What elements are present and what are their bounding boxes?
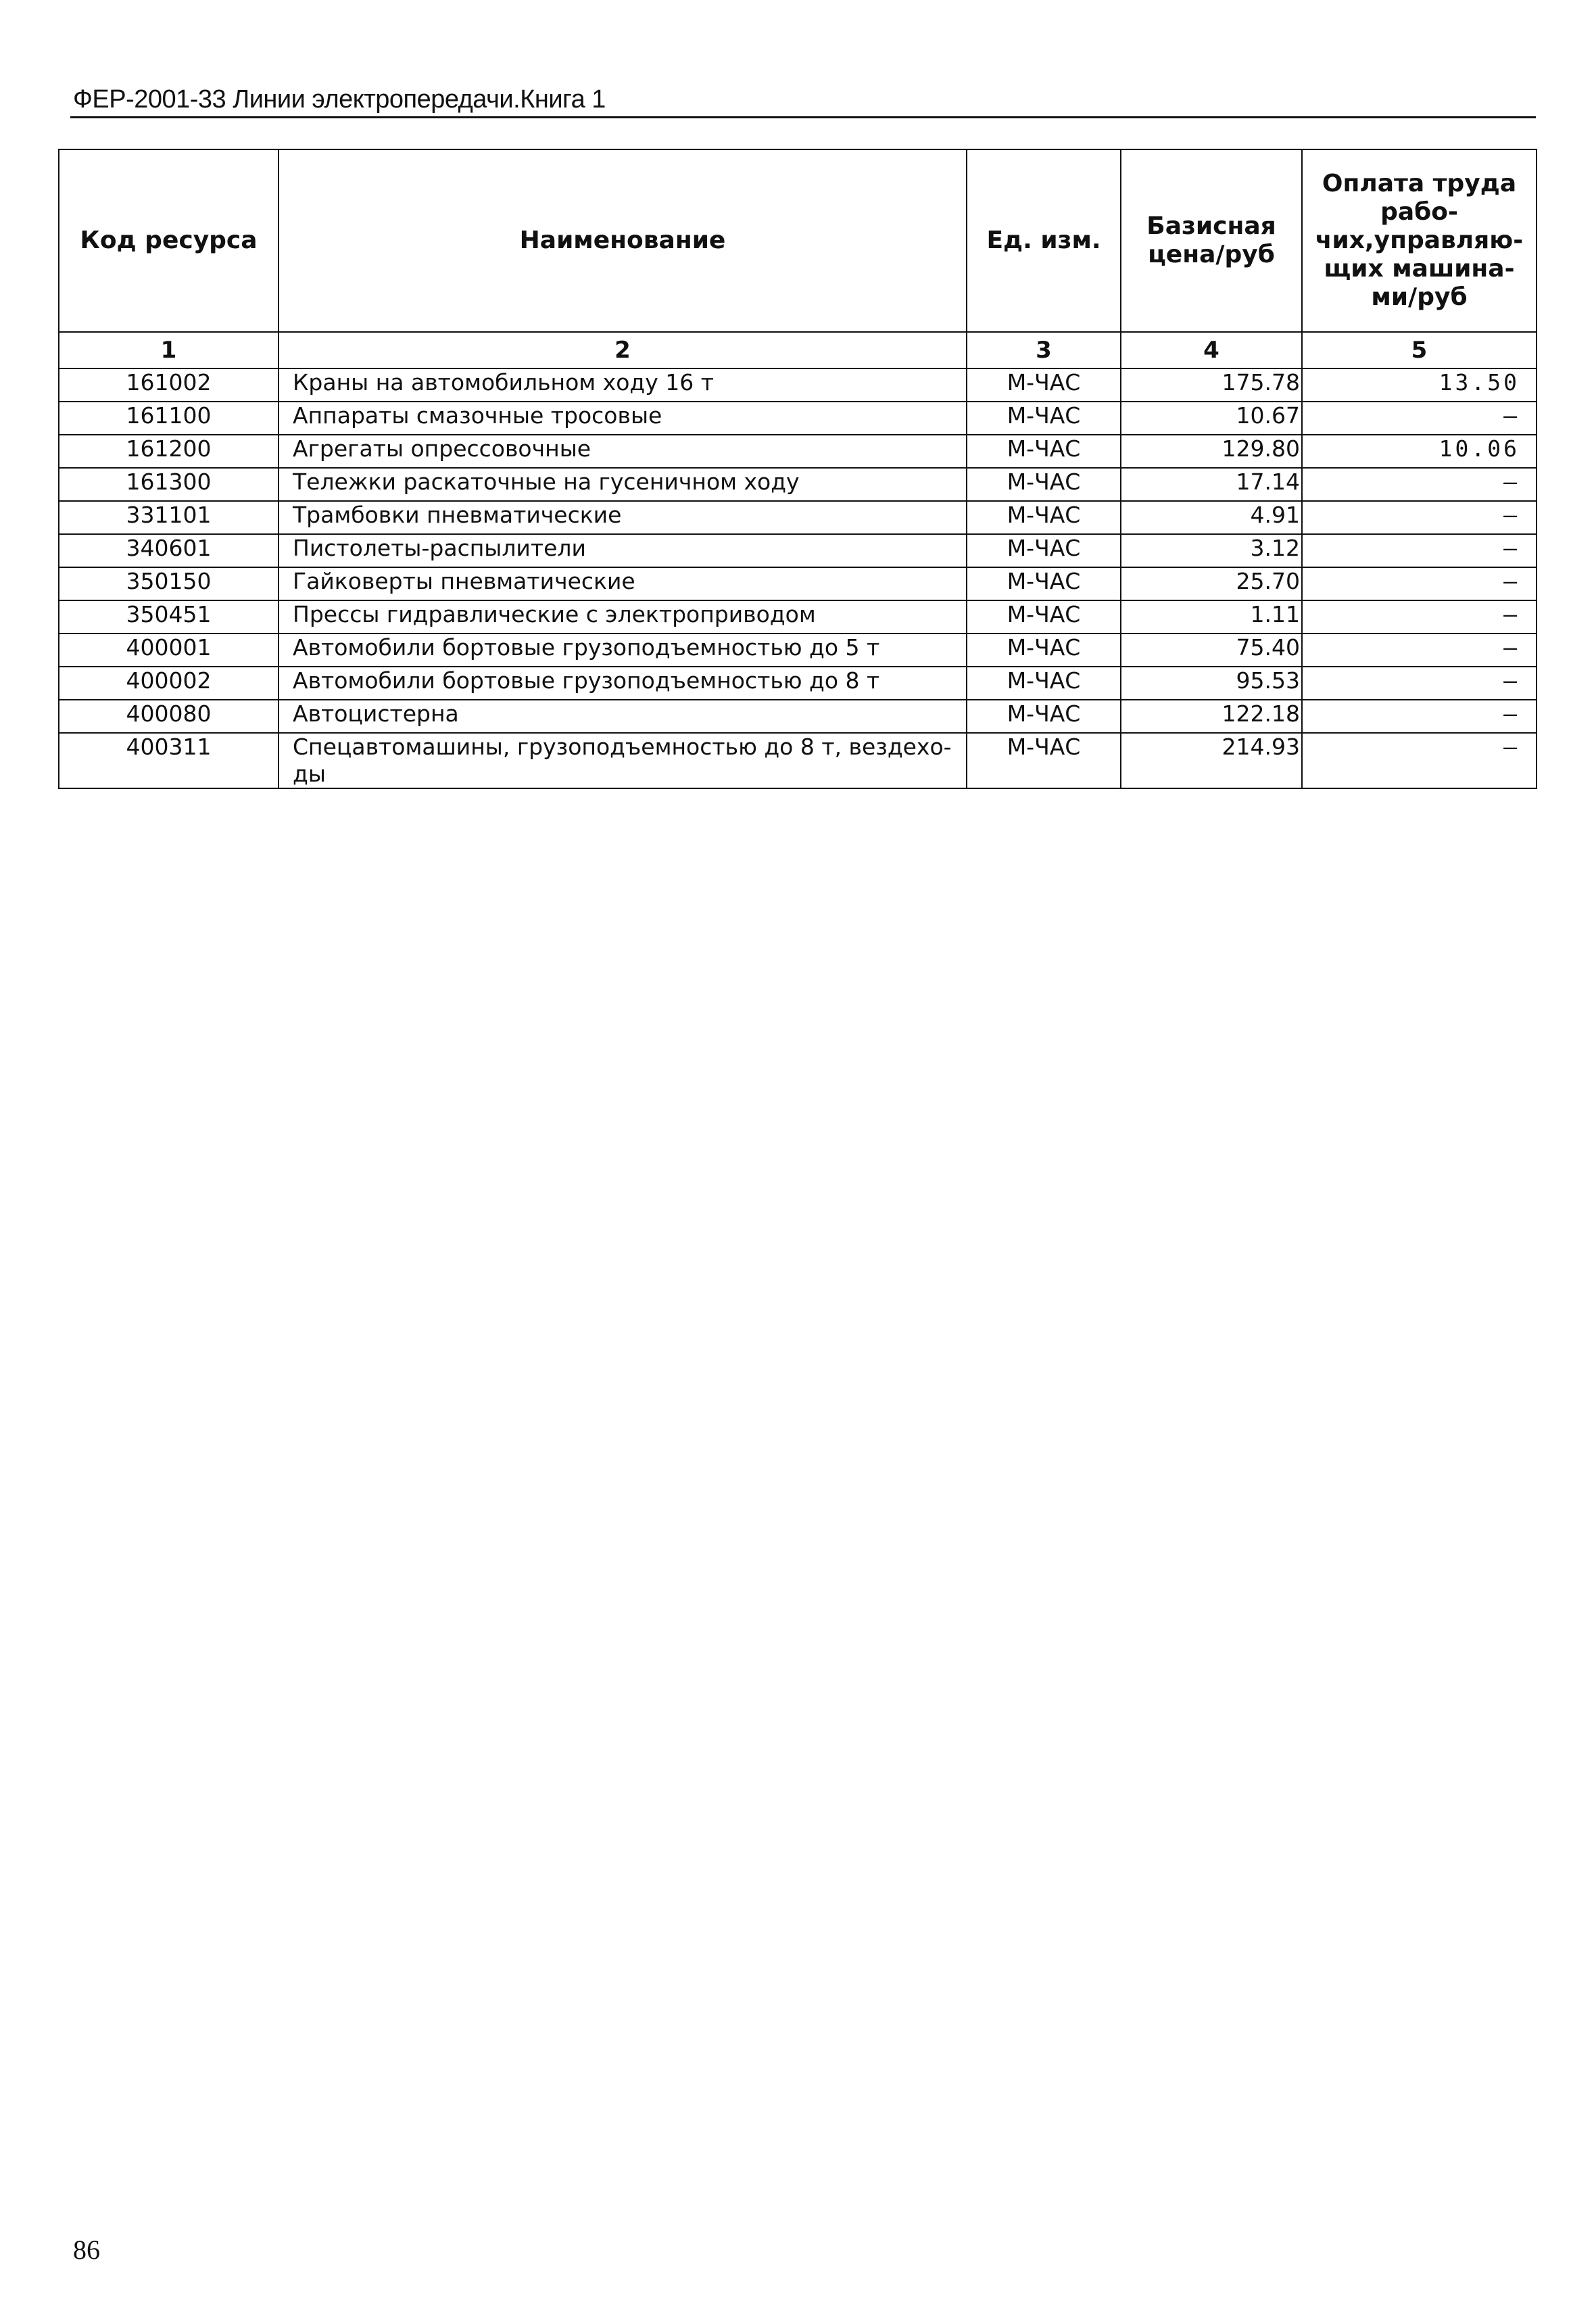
column-header-code: Код ресурса <box>59 149 279 332</box>
cell-code: 161300 <box>59 468 279 501</box>
column-number: 3 <box>967 332 1121 368</box>
cell-price: 3.12 <box>1121 534 1302 567</box>
cell-labor: — <box>1302 567 1537 600</box>
column-header-unit: Ед. изм. <box>967 149 1121 332</box>
cell-labor: — <box>1302 534 1537 567</box>
cell-name: Трамбовки пневматические <box>279 501 967 534</box>
cell-name: Краны на автомобильном ходу 16 т <box>279 368 967 402</box>
cell-price: 129.80 <box>1121 435 1302 468</box>
cell-name: Прессы гидравлические с электроприводом <box>279 600 967 634</box>
cell-labor: — <box>1302 600 1537 634</box>
cell-labor: — <box>1302 501 1537 534</box>
cell-unit: М-ЧАС <box>967 667 1121 700</box>
cell-unit: М-ЧАС <box>967 402 1121 435</box>
table-row <box>59 733 1537 788</box>
cell-unit: М-ЧАС <box>967 468 1121 501</box>
cell-unit: М-ЧАС <box>967 501 1121 534</box>
cell-code: 400001 <box>59 634 279 667</box>
cell-code: 350150 <box>59 567 279 600</box>
column-number-row <box>59 332 1537 368</box>
cell-code: 161200 <box>59 435 279 468</box>
table-row <box>59 634 1537 667</box>
page-number: 86 <box>73 2235 100 2265</box>
cell-price: 214.93 <box>1121 733 1302 788</box>
cell-unit: М-ЧАС <box>967 567 1121 600</box>
cell-price: 95.53 <box>1121 667 1302 700</box>
table-row <box>59 600 1537 634</box>
cell-name: Автомобили бортовые грузоподъемностью до 5 т <box>279 634 967 667</box>
cell-code: 400002 <box>59 667 279 700</box>
cell-labor: 13.50 <box>1302 368 1537 402</box>
cell-price: 25.70 <box>1121 567 1302 600</box>
table-row <box>59 468 1537 501</box>
column-number: 4 <box>1121 332 1302 368</box>
cell-price: 75.40 <box>1121 634 1302 667</box>
cell-name: Пистолеты-распылители <box>279 534 967 567</box>
cell-labor: — <box>1302 468 1537 501</box>
table-row <box>59 534 1537 567</box>
table-header-row <box>59 149 1537 332</box>
cell-price: 4.91 <box>1121 501 1302 534</box>
cell-code: 400080 <box>59 700 279 733</box>
column-header-price: Базисная цена/руб <box>1121 149 1302 332</box>
table-row <box>59 368 1537 402</box>
cell-unit: М-ЧАС <box>967 368 1121 402</box>
header-rule <box>70 116 1536 118</box>
table-body <box>59 368 1537 788</box>
cell-code: 350451 <box>59 600 279 634</box>
table-row <box>59 667 1537 700</box>
cell-code: 400311 <box>59 733 279 788</box>
cell-unit: М-ЧАС <box>967 600 1121 634</box>
cell-price: 122.18 <box>1121 700 1302 733</box>
cell-name: Автомобили бортовые грузоподъемностью до 8 т <box>279 667 967 700</box>
resource-table <box>58 149 1537 789</box>
column-number: 5 <box>1302 332 1537 368</box>
cell-labor: — <box>1302 402 1537 435</box>
cell-unit: М-ЧАС <box>967 700 1121 733</box>
cell-labor: — <box>1302 634 1537 667</box>
cell-name: Спецавтомашины, грузоподъемностью до 8 т, вездехо-ды <box>279 733 967 788</box>
cell-unit: М-ЧАС <box>967 534 1121 567</box>
cell-labor: 10.06 <box>1302 435 1537 468</box>
cell-labor: — <box>1302 700 1537 733</box>
cell-name: Тележки раскаточные на гусеничном ходу <box>279 468 967 501</box>
table-row <box>59 700 1537 733</box>
cell-labor: — <box>1302 733 1537 788</box>
table-row <box>59 567 1537 600</box>
document-header: ФЕР-2001-33 Линии электропередачи.Книга 1 <box>73 85 606 114</box>
cell-code: 161100 <box>59 402 279 435</box>
cell-code: 331101 <box>59 501 279 534</box>
cell-code: 340601 <box>59 534 279 567</box>
cell-code: 161002 <box>59 368 279 402</box>
cell-price: 175.78 <box>1121 368 1302 402</box>
cell-price: 17.14 <box>1121 468 1302 501</box>
cell-labor: — <box>1302 667 1537 700</box>
cell-name: Аппараты смазочные тросовые <box>279 402 967 435</box>
column-header-name: Наименование <box>279 149 967 332</box>
cell-price: 10.67 <box>1121 402 1302 435</box>
cell-unit: М-ЧАС <box>967 634 1121 667</box>
column-number: 1 <box>59 332 279 368</box>
table-row <box>59 402 1537 435</box>
cell-unit: М-ЧАС <box>967 435 1121 468</box>
cell-name: Автоцистерна <box>279 700 967 733</box>
table-row <box>59 501 1537 534</box>
column-number: 2 <box>279 332 967 368</box>
table-row <box>59 435 1537 468</box>
column-header-labor: Оплата труда рабо-чих,управляю-щих машина-ми/руб <box>1302 149 1537 332</box>
cell-price: 1.11 <box>1121 600 1302 634</box>
cell-name: Гайковерты пневматические <box>279 567 967 600</box>
cell-name: Агрегаты опрессовочные <box>279 435 967 468</box>
cell-unit: М-ЧАС <box>967 733 1121 788</box>
